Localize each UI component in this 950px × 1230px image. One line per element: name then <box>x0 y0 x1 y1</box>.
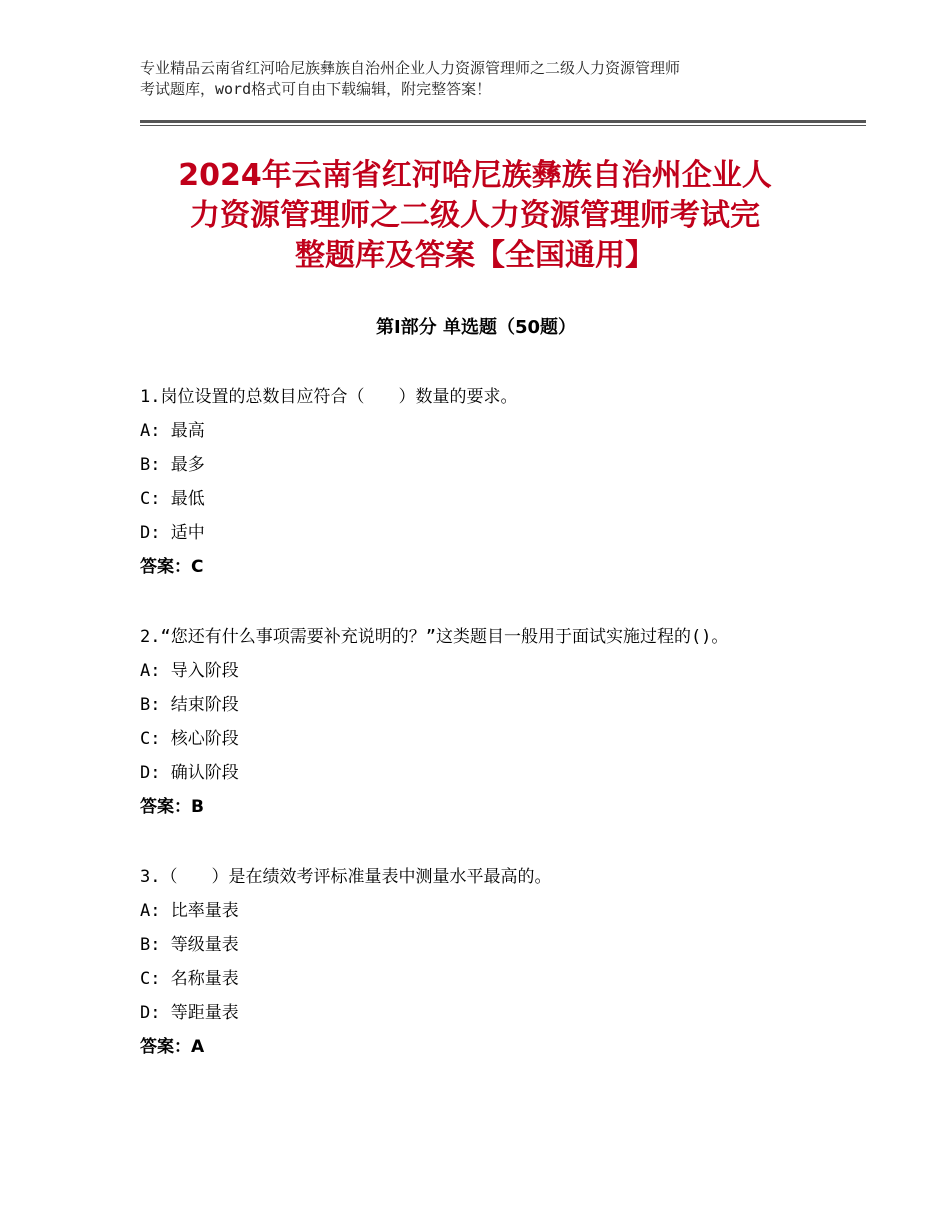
question-stem: 1.岗位设置的总数目应符合（ ）数量的要求。 <box>140 387 518 407</box>
title-line-2: 力资源管理师之二级人力资源管理师考试完 <box>190 198 760 233</box>
question-stem: 2.“您还有什么事项需要补充说明的？”这类题目一般用于面试实施过程的()。 <box>140 627 729 647</box>
title-line-1: 2024年云南省红河哈尼族彝族自治州企业人 <box>178 158 772 193</box>
option-b: B: 最多 <box>140 455 205 475</box>
header-note-line-2: 考试题库，word格式可自由下载编辑，附完整答案！ <box>140 80 492 98</box>
option-d: D: 确认阶段 <box>140 763 239 783</box>
answer: 答案：C <box>140 557 204 577</box>
option-a: A: 导入阶段 <box>140 661 239 681</box>
question-3 <box>140 860 830 1064</box>
option-a: A: 比率量表 <box>140 901 239 921</box>
question-stem: 3.（ ）是在绩效考评标准量表中测量水平最高的。 <box>140 867 552 887</box>
option-c: C: 核心阶段 <box>140 729 239 749</box>
answer: 答案：B <box>140 797 204 817</box>
section-heading: 第Ⅰ部分 单选题（50题） <box>375 317 576 338</box>
option-c: C: 名称量表 <box>140 969 239 989</box>
header-note <box>140 58 830 100</box>
question-1 <box>140 380 830 584</box>
option-b: B: 等级量表 <box>140 935 239 955</box>
option-b: B: 结束阶段 <box>140 695 239 715</box>
question-list <box>140 380 830 1100</box>
header-divider-thin <box>140 125 866 126</box>
title-line-3: 整题库及答案【全国通用】 <box>295 238 655 273</box>
question-2 <box>140 620 830 824</box>
option-a: A: 最高 <box>140 421 205 441</box>
document-title <box>130 156 820 276</box>
option-c: C: 最低 <box>140 489 205 509</box>
header-divider-thick <box>140 120 866 123</box>
answer: 答案：A <box>140 1037 205 1057</box>
header-note-line-1: 专业精品云南省红河哈尼族彝族自治州企业人力资源管理师之二级人力资源管理师 <box>140 59 681 77</box>
option-d: D: 适中 <box>140 523 205 543</box>
option-d: D: 等距量表 <box>140 1003 239 1023</box>
